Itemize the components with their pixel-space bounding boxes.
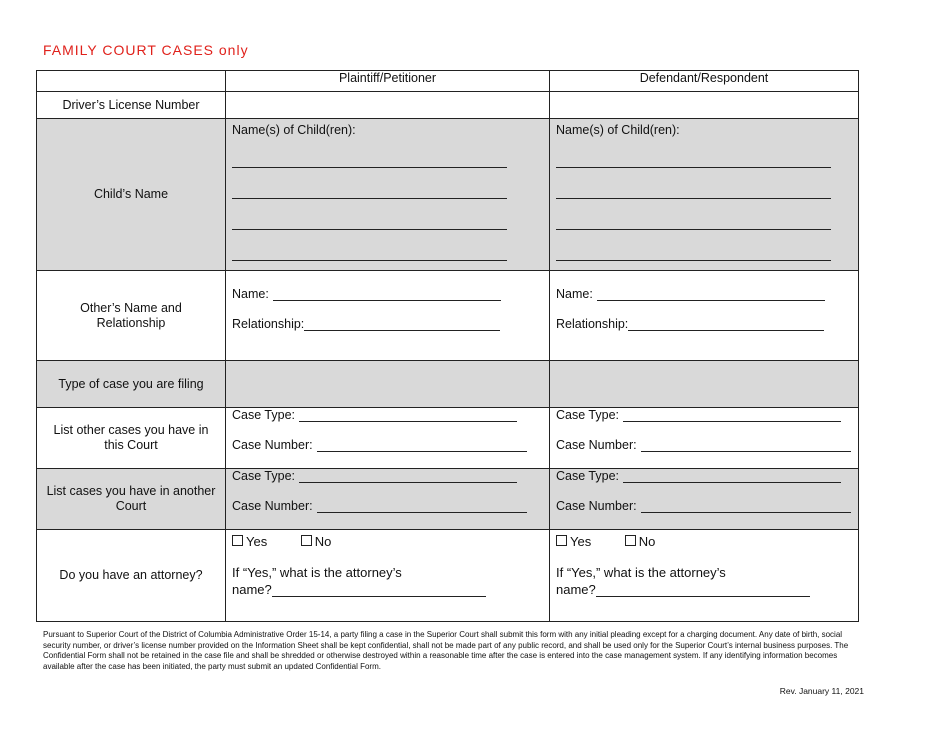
name-label: Name: — [556, 287, 593, 301]
casetype-defendant-field[interactable] — [550, 361, 859, 408]
case-number-label: Case Number: — [232, 438, 313, 452]
relationship-label: Relationship: — [232, 317, 305, 331]
children-label: Name(s) of Child(ren): — [232, 123, 356, 137]
child-line[interactable] — [232, 229, 507, 230]
row-label-casetype: Type of case you are filing — [37, 361, 226, 408]
revision-date: Rev. January 11, 2021 — [779, 686, 864, 696]
child-line[interactable] — [556, 167, 831, 168]
attorney-defendant-cell[interactable] — [550, 530, 859, 622]
header-plaintiff: Plaintiff/Petitioner — [226, 71, 550, 92]
case-type-label: Case Type: — [556, 408, 620, 422]
family-court-table — [36, 70, 859, 622]
child-line[interactable] — [232, 260, 507, 261]
checkbox-icon — [301, 535, 312, 546]
name-label: Name: — [232, 287, 269, 301]
child-line[interactable] — [232, 167, 507, 168]
license-defendant-field[interactable] — [550, 92, 859, 119]
child-line[interactable] — [232, 198, 507, 199]
child-line[interactable] — [556, 198, 831, 199]
case-number-field[interactable] — [556, 483, 852, 513]
case-type-label: Case Type: — [556, 469, 620, 483]
form-title: FAMILY COURT CASES only — [43, 42, 249, 58]
attorney-name-field[interactable] — [232, 580, 543, 597]
checkbox-icon — [232, 535, 243, 546]
row-label-other: Other’s Name and Relationship — [37, 271, 226, 361]
list-another-plaintiff-cell[interactable] — [226, 469, 550, 530]
row-label-list-this: List other cases you have in this Court — [37, 408, 226, 469]
attorney-name-label: name? — [556, 582, 596, 597]
row-label-attorney: Do you have an attorney? — [37, 530, 226, 622]
attorney-plaintiff-cell[interactable] — [226, 530, 550, 622]
no-checkbox[interactable] — [625, 534, 656, 549]
name-field[interactable] — [232, 271, 543, 301]
children-label: Name(s) of Child(ren): — [556, 123, 680, 137]
case-number-field[interactable] — [232, 422, 543, 452]
yes-label: Yes — [246, 534, 268, 549]
other-defendant-cell[interactable] — [550, 271, 859, 361]
case-type-label: Case Type: — [232, 469, 296, 483]
relationship-field[interactable] — [232, 301, 543, 331]
child-line[interactable] — [556, 229, 831, 230]
case-type-field[interactable] — [232, 469, 543, 483]
name-field[interactable] — [556, 271, 852, 301]
child-defendant-cell[interactable] — [550, 119, 859, 271]
no-label: No — [638, 534, 656, 549]
yes-checkbox[interactable] — [556, 534, 591, 549]
child-line[interactable] — [556, 260, 831, 261]
confidentiality-note: Pursuant to Superior Court of the District of Columbia Administrative Order 15-14, a party filing a case in the Superior Court shall submit this form with any initial pleading except for a charging document. Any date of birth, social security number, or driver’s license number provided on the Information Sheet shall be kept confidential, shall not be made part of any public record, and shall be used only for the Superior Court’s internal business purposes. The Confidential Form shall not be retained in the case file and shall be shredded or otherwise destroyed within a reasonable time after the case is entered into the case management system. If any identifying information becomes available after the case has been initiated, the party must submit an updated Confidential Form. — [43, 630, 849, 671]
case-type-label: Case Type: — [232, 408, 296, 422]
relationship-field[interactable] — [556, 301, 852, 331]
checkbox-icon — [625, 535, 636, 546]
yes-checkbox[interactable] — [232, 534, 267, 549]
no-label: No — [314, 534, 332, 549]
attorney-question: If “Yes,” what is the attorney’s — [556, 565, 726, 580]
case-number-label: Case Number: — [232, 499, 313, 513]
license-plaintiff-field[interactable] — [226, 92, 550, 119]
case-number-label: Case Number: — [556, 499, 637, 513]
yes-label: Yes — [570, 534, 592, 549]
case-number-field[interactable] — [556, 422, 852, 452]
list-another-defendant-cell[interactable] — [550, 469, 859, 530]
checkbox-icon — [556, 535, 567, 546]
case-type-field[interactable] — [556, 469, 852, 483]
no-checkbox[interactable] — [301, 534, 332, 549]
attorney-question: If “Yes,” what is the attorney’s — [232, 565, 402, 580]
case-number-label: Case Number: — [556, 438, 637, 452]
header-defendant: Defendant/Respondent — [550, 71, 859, 92]
casetype-plaintiff-field[interactable] — [226, 361, 550, 408]
list-this-defendant-cell[interactable] — [550, 408, 859, 469]
row-label-license: Driver’s License Number — [37, 92, 226, 119]
relationship-label: Relationship: — [556, 317, 629, 331]
attorney-name-label: name? — [232, 582, 272, 597]
other-plaintiff-cell[interactable] — [226, 271, 550, 361]
attorney-name-field[interactable] — [556, 580, 852, 597]
list-this-plaintiff-cell[interactable] — [226, 408, 550, 469]
header-empty — [37, 71, 226, 92]
row-label-child: Child’s Name — [37, 119, 226, 271]
case-type-field[interactable] — [232, 408, 543, 422]
row-label-list-another: List cases you have in another Court — [37, 469, 226, 530]
case-number-field[interactable] — [232, 483, 543, 513]
case-type-field[interactable] — [556, 408, 852, 422]
child-plaintiff-cell[interactable] — [226, 119, 550, 271]
